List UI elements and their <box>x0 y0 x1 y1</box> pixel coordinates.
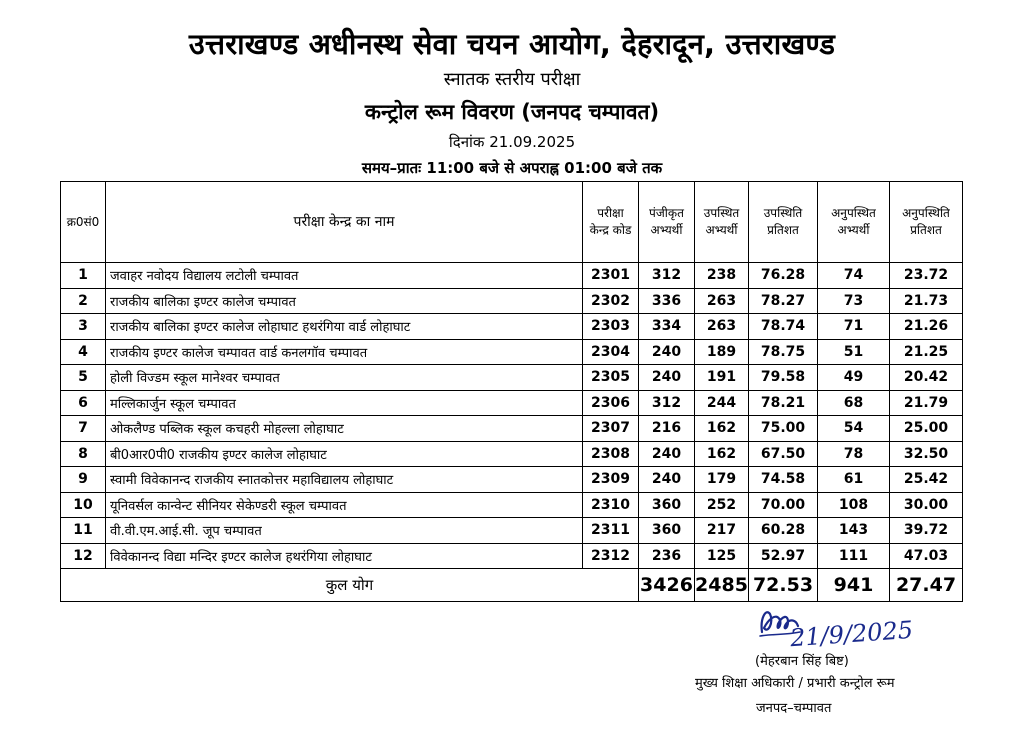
cell-centre-code: 2307 <box>583 416 639 442</box>
cell-present-pct: 70.00 <box>749 492 818 518</box>
cell-absent-pct: 32.50 <box>890 441 963 467</box>
table-row <box>61 441 963 467</box>
col-header-sr: क्र0सं0 <box>61 182 106 263</box>
cell-sr: 9 <box>61 467 106 493</box>
cell-centre-name: यूनिवर्सल कान्वेन्ट सीनियर सेकेण्डरी स्कूल चम्पावत <box>106 492 583 518</box>
cell-centre-code: 2306 <box>583 390 639 416</box>
total-absent-pct: 27.47 <box>890 569 963 602</box>
exam-name: स्नातक स्तरीय परीक्षा <box>443 69 581 90</box>
cell-registered: 312 <box>639 390 695 416</box>
col-header-centre-code <box>583 182 639 263</box>
table-row <box>61 492 963 518</box>
cell-present: 252 <box>695 492 749 518</box>
cell-centre-name: स्वामी विवेकानन्द राजकीय स्नातकोत्तर महाविद्यालय लोहाघाट <box>106 467 583 493</box>
table-row <box>61 288 963 314</box>
cell-registered: 236 <box>639 543 695 569</box>
table-row <box>61 467 963 493</box>
col-header-abspct-line2: प्रतिशत <box>910 223 942 237</box>
cell-present: 244 <box>695 390 749 416</box>
cell-present: 179 <box>695 467 749 493</box>
cell-centre-name: मल्लिकार्जुन स्कूल चम्पावत <box>106 390 583 416</box>
cell-sr: 8 <box>61 441 106 467</box>
cell-absent: 143 <box>818 518 890 544</box>
cell-registered: 336 <box>639 288 695 314</box>
cell-sr: 7 <box>61 416 106 442</box>
table-row <box>61 543 963 569</box>
cell-absent-pct: 21.79 <box>890 390 963 416</box>
cell-absent-pct: 21.73 <box>890 288 963 314</box>
cell-centre-code: 2309 <box>583 467 639 493</box>
cell-present: 162 <box>695 416 749 442</box>
cell-absent-pct: 20.42 <box>890 365 963 391</box>
cell-absent: 111 <box>818 543 890 569</box>
cell-sr: 1 <box>61 263 106 289</box>
table-row <box>61 518 963 544</box>
cell-absent: 108 <box>818 492 890 518</box>
cell-centre-code: 2308 <box>583 441 639 467</box>
table-row <box>61 339 963 365</box>
cell-centre-name: ओकलैण्ड पब्लिक स्कूल कचहरी मोहल्ला लोहाघाट <box>106 416 583 442</box>
col-header-registered <box>639 182 695 263</box>
cell-present-pct: 79.58 <box>749 365 818 391</box>
col-header-code-line2: केन्द्र कोड <box>589 223 632 237</box>
cell-present-pct: 78.74 <box>749 314 818 340</box>
col-header-code-line1: परीक्षा <box>597 206 624 220</box>
cell-centre-name: विवेकानन्द विद्या मन्दिर इण्टर कालेज हथरंगिया लोहाघाट <box>106 543 583 569</box>
exam-date: दिनांक 21.09.2025 <box>448 133 576 151</box>
col-header-present-pct <box>749 182 818 263</box>
cell-sr: 5 <box>61 365 106 391</box>
cell-present: 162 <box>695 441 749 467</box>
cell-centre-code: 2311 <box>583 518 639 544</box>
cell-absent: 78 <box>818 441 890 467</box>
cell-sr: 11 <box>61 518 106 544</box>
col-header-abspct-line1: अनुपस्थिति <box>902 206 950 220</box>
col-header-pres-line2: अभ्यर्थी <box>705 223 738 237</box>
table-row <box>61 416 963 442</box>
table-row <box>61 390 963 416</box>
cell-absent: 68 <box>818 390 890 416</box>
cell-present: 238 <box>695 263 749 289</box>
cell-absent: 71 <box>818 314 890 340</box>
cell-registered: 216 <box>639 416 695 442</box>
cell-registered: 334 <box>639 314 695 340</box>
cell-absent-pct: 47.03 <box>890 543 963 569</box>
cell-absent: 61 <box>818 467 890 493</box>
cell-absent: 54 <box>818 416 890 442</box>
cell-present-pct: 76.28 <box>749 263 818 289</box>
cell-registered: 240 <box>639 339 695 365</box>
cell-sr: 10 <box>61 492 106 518</box>
cell-centre-name: राजकीय बालिका इण्टर कालेज लोहाघाट हथरंगिया वार्ड लोहाघाट <box>106 314 583 340</box>
cell-absent-pct: 23.72 <box>890 263 963 289</box>
officer-name: (मेहरबान सिंह बिष्ट) <box>755 654 849 669</box>
cell-present-pct: 52.97 <box>749 543 818 569</box>
page-title: उत्तराखण्ड अधीनस्थ सेवा चयन आयोग, देहरादून, उत्तराखण्ड <box>188 27 836 61</box>
cell-sr: 12 <box>61 543 106 569</box>
cell-registered: 240 <box>639 365 695 391</box>
cell-present-pct: 60.28 <box>749 518 818 544</box>
cell-absent: 74 <box>818 263 890 289</box>
col-header-absent-pct <box>890 182 963 263</box>
cell-present-pct: 75.00 <box>749 416 818 442</box>
col-header-prespct-line2: प्रतिशत <box>767 223 799 237</box>
cell-present: 263 <box>695 288 749 314</box>
cell-centre-code: 2303 <box>583 314 639 340</box>
col-header-prespct-line1: उपस्थिति <box>763 206 803 220</box>
cell-absent-pct: 21.26 <box>890 314 963 340</box>
cell-absent-pct: 25.42 <box>890 467 963 493</box>
cell-centre-name: राजकीय बालिका इण्टर कालेज चम्पावत <box>106 288 583 314</box>
table-header-row <box>61 182 963 263</box>
total-label: कुल योग <box>61 569 639 602</box>
cell-centre-name: होली विज्डम स्कूल मानेश्वर चम्पावत <box>106 365 583 391</box>
cell-registered: 240 <box>639 441 695 467</box>
col-header-present <box>695 182 749 263</box>
col-header-centre-name: परीक्षा केन्द्र का नाम <box>106 182 583 263</box>
cell-absent: 51 <box>818 339 890 365</box>
cell-sr: 6 <box>61 390 106 416</box>
cell-present: 189 <box>695 339 749 365</box>
cell-present-pct: 78.21 <box>749 390 818 416</box>
cell-absent: 49 <box>818 365 890 391</box>
cell-centre-code: 2312 <box>583 543 639 569</box>
total-registered: 3426 <box>639 569 695 602</box>
attendance-table <box>60 181 963 602</box>
cell-absent-pct: 30.00 <box>890 492 963 518</box>
cell-present: 125 <box>695 543 749 569</box>
cell-sr: 2 <box>61 288 106 314</box>
col-header-pres-line1: उपस्थित <box>703 206 740 220</box>
cell-centre-name: राजकीय इण्टर कालेज चम्पावत वार्ड कनलगॉव चम्पावत <box>106 339 583 365</box>
col-header-reg-line2: अभ्यर्थी <box>650 223 683 237</box>
cell-registered: 360 <box>639 492 695 518</box>
cell-centre-code: 2301 <box>583 263 639 289</box>
cell-centre-code: 2304 <box>583 339 639 365</box>
cell-present-pct: 74.58 <box>749 467 818 493</box>
officer-district: जनपद–चम्पावत <box>756 701 832 716</box>
cell-present-pct: 78.75 <box>749 339 818 365</box>
total-absent: 941 <box>818 569 890 602</box>
cell-centre-code: 2310 <box>583 492 639 518</box>
cell-centre-name: जवाहर नवोदय विद्यालय लटोली चम्पावत <box>106 263 583 289</box>
cell-absent-pct: 39.72 <box>890 518 963 544</box>
cell-absent-pct: 21.25 <box>890 339 963 365</box>
cell-present-pct: 67.50 <box>749 441 818 467</box>
col-header-absent <box>818 182 890 263</box>
signature-date: 21/9/2025 <box>789 615 914 653</box>
col-header-abs-line2: अभ्यर्थी <box>837 223 870 237</box>
table-row <box>61 314 963 340</box>
col-header-reg-line1: पंजीकृत <box>649 206 684 220</box>
cell-present: 263 <box>695 314 749 340</box>
cell-present: 217 <box>695 518 749 544</box>
cell-centre-code: 2302 <box>583 288 639 314</box>
cell-registered: 360 <box>639 518 695 544</box>
cell-registered: 312 <box>639 263 695 289</box>
cell-absent: 73 <box>818 288 890 314</box>
cell-absent-pct: 25.00 <box>890 416 963 442</box>
report-title: कन्ट्रोल रूम विवरण (जनपद चम्पावत) <box>364 100 660 124</box>
cell-centre-code: 2305 <box>583 365 639 391</box>
total-present-pct: 72.53 <box>749 569 818 602</box>
total-present: 2485 <box>695 569 749 602</box>
cell-centre-name: बी0आर0पी0 राजकीय इण्टर कालेज लोहाघाट <box>106 441 583 467</box>
cell-registered: 240 <box>639 467 695 493</box>
table-row <box>61 365 963 391</box>
cell-sr: 3 <box>61 314 106 340</box>
cell-sr: 4 <box>61 339 106 365</box>
total-row <box>61 569 963 602</box>
officer-designation: मुख्य शिक्षा अधिकारी / प्रभारी कन्ट्रोल रूम <box>695 676 895 691</box>
cell-centre-name: वी.वी.एम.आई.सी. जूप चम्पावत <box>106 518 583 544</box>
cell-present: 191 <box>695 365 749 391</box>
col-header-abs-line1: अनुपस्थित <box>831 206 876 220</box>
exam-time: समय–प्रातः 11:00 बजे से अपराह्न 01:00 बजे तक <box>361 159 663 177</box>
cell-present-pct: 78.27 <box>749 288 818 314</box>
table-row <box>61 263 963 289</box>
